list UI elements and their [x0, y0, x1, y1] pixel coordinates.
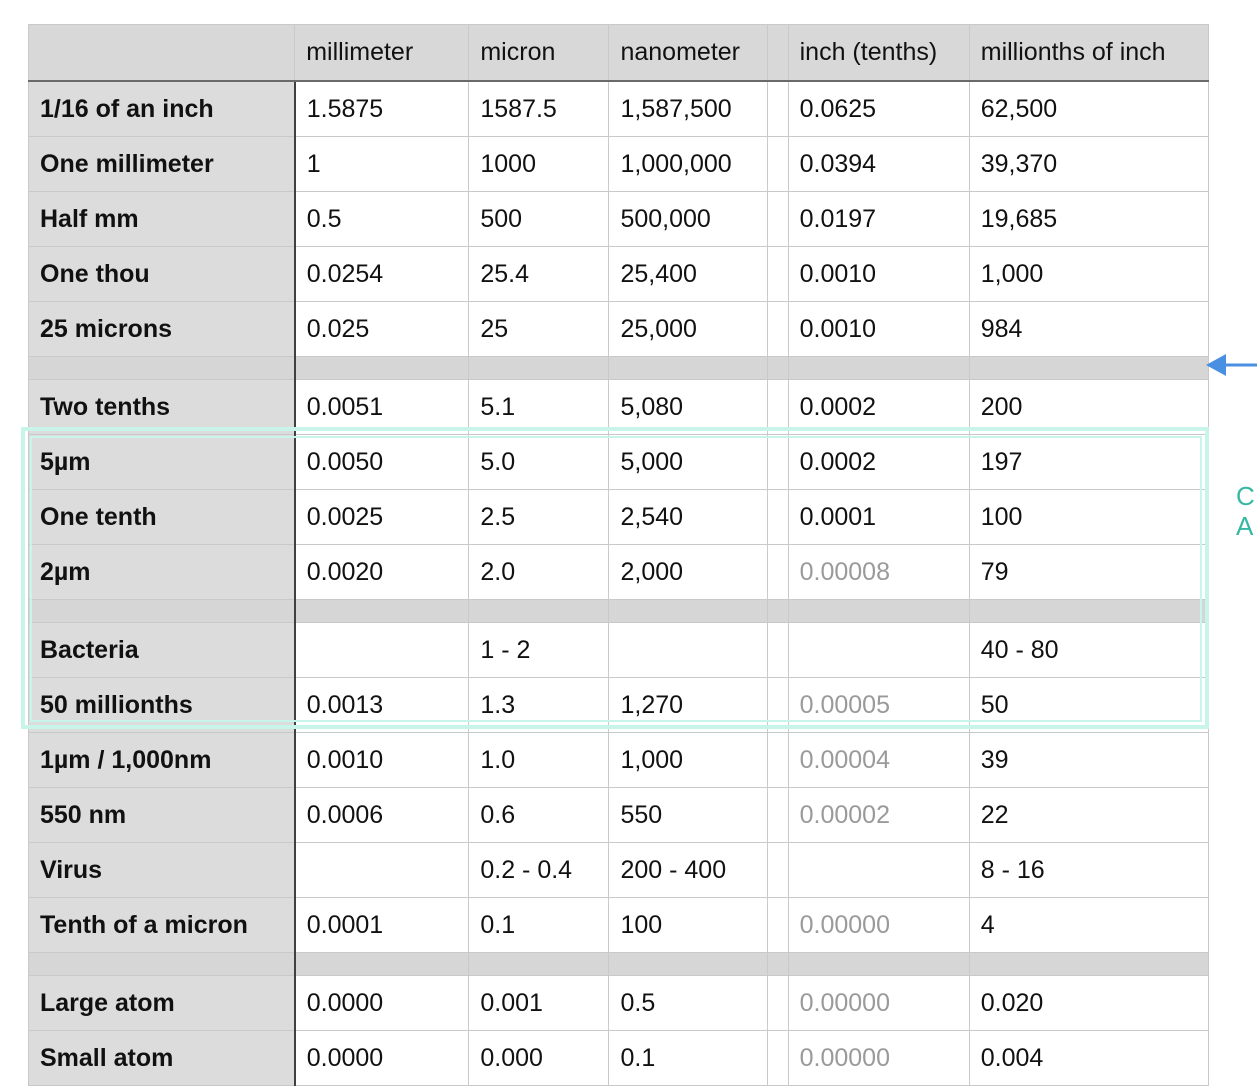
table-cell: 0.6 — [469, 788, 609, 843]
table-cell: 0.00000 — [788, 976, 969, 1031]
table-cell: 1,587,500 — [609, 81, 767, 137]
row-label: Bacteria — [29, 623, 295, 678]
side-note-line-2: A — [1236, 511, 1254, 541]
table-cell: 0.025 — [295, 302, 469, 357]
table-cell: 50 — [969, 678, 1208, 733]
table-cell: 0.0000 — [295, 976, 469, 1031]
table-cell: 200 — [969, 380, 1208, 435]
table-cell: 0.0394 — [788, 137, 969, 192]
table-cell: 0.0002 — [788, 380, 969, 435]
table-cell: 1 — [295, 137, 469, 192]
table-cell: 0.0002 — [788, 435, 969, 490]
row-label: Two tenths — [29, 380, 295, 435]
table-cell: 0.0010 — [788, 302, 969, 357]
row-label: 550 nm — [29, 788, 295, 843]
table-cell: 1000 — [469, 137, 609, 192]
table-cell: 0.0050 — [295, 435, 469, 490]
table-row — [29, 137, 1209, 192]
table-cell: 8 - 16 — [969, 843, 1208, 898]
table-cell — [295, 843, 469, 898]
separator-cell — [29, 357, 295, 380]
table-cell: 500,000 — [609, 192, 767, 247]
table-cell: 19,685 — [969, 192, 1208, 247]
table-cell: 1.3 — [469, 678, 609, 733]
table-cell: 2,540 — [609, 490, 767, 545]
table-cell: 25,400 — [609, 247, 767, 302]
table-cell: 25 — [469, 302, 609, 357]
row-label: Tenth of a micron — [29, 898, 295, 953]
table-cell: 1,000,000 — [609, 137, 767, 192]
table-cell: 200 - 400 — [609, 843, 767, 898]
table-cell — [767, 976, 788, 1031]
table-cell: 0.00002 — [788, 788, 969, 843]
row-label: 2µm — [29, 545, 295, 600]
row-label: Small atom — [29, 1031, 295, 1086]
separator-cell — [969, 600, 1208, 623]
table-cell: 984 — [969, 302, 1208, 357]
separator-row — [29, 600, 1209, 623]
table-cell — [767, 678, 788, 733]
separator-cell — [767, 357, 788, 380]
table-cell: 1,000 — [969, 247, 1208, 302]
table-cell: 1.0 — [469, 733, 609, 788]
table-cell: 1 - 2 — [469, 623, 609, 678]
separator-cell — [788, 357, 969, 380]
table-cell: 2.5 — [469, 490, 609, 545]
separator-cell — [469, 600, 609, 623]
table-cell: 0.0025 — [295, 490, 469, 545]
table-row — [29, 302, 1209, 357]
table-cell — [767, 898, 788, 953]
separator-cell — [469, 357, 609, 380]
table-cell: 4 — [969, 898, 1208, 953]
table-row — [29, 490, 1209, 545]
table-row — [29, 976, 1209, 1031]
table-cell — [767, 623, 788, 678]
row-label: Half mm — [29, 192, 295, 247]
table-cell: 5,000 — [609, 435, 767, 490]
separator-cell — [29, 600, 295, 623]
header-millionths-of-inch: millionths of inch — [969, 25, 1208, 82]
table-cell: 0.1 — [609, 1031, 767, 1086]
separator-cell — [767, 600, 788, 623]
table-cell: 100 — [969, 490, 1208, 545]
table-cell: 5.1 — [469, 380, 609, 435]
table-row — [29, 247, 1209, 302]
row-label: 50 millionths — [29, 678, 295, 733]
table-cell — [609, 623, 767, 678]
table-row — [29, 1031, 1209, 1086]
table-cell: 0.0197 — [788, 192, 969, 247]
table-row — [29, 623, 1209, 678]
table-cell: 500 — [469, 192, 609, 247]
table-cell: 0.000 — [469, 1031, 609, 1086]
table-row — [29, 545, 1209, 600]
table-cell: 39 — [969, 733, 1208, 788]
separator-cell — [788, 600, 969, 623]
table-cell: 2,000 — [609, 545, 767, 600]
table-cell: 100 — [609, 898, 767, 953]
table-cell: 0.2 - 0.4 — [469, 843, 609, 898]
table-cell — [767, 137, 788, 192]
table-cell: 550 — [609, 788, 767, 843]
separator-cell — [788, 953, 969, 976]
separator-cell — [295, 357, 469, 380]
separator-cell — [609, 953, 767, 976]
table-cell: 0.0001 — [788, 490, 969, 545]
table-row — [29, 435, 1209, 490]
header-row — [29, 25, 1209, 82]
table-cell: 25.4 — [469, 247, 609, 302]
table-cell: 1,000 — [609, 733, 767, 788]
table-cell: 22 — [969, 788, 1208, 843]
separator-cell — [469, 953, 609, 976]
table-cell: 39,370 — [969, 137, 1208, 192]
table-cell: 0.0625 — [788, 81, 969, 137]
side-note — [1236, 481, 1257, 541]
separator-cell — [609, 357, 767, 380]
table-row — [29, 733, 1209, 788]
left-arrow-icon — [1206, 351, 1257, 379]
table-cell: 5,080 — [609, 380, 767, 435]
table-cell: 0.0010 — [295, 733, 469, 788]
table-cell — [767, 380, 788, 435]
header-micron: micron — [469, 25, 609, 82]
row-label: Large atom — [29, 976, 295, 1031]
table-cell — [767, 302, 788, 357]
table-cell: 0.0000 — [295, 1031, 469, 1086]
table-cell — [295, 623, 469, 678]
table-cell: 0.0051 — [295, 380, 469, 435]
separator-cell — [969, 357, 1208, 380]
row-label: 25 microns — [29, 302, 295, 357]
table-cell: 0.0001 — [295, 898, 469, 953]
table-cell — [767, 843, 788, 898]
separator-cell — [29, 953, 295, 976]
table-cell — [767, 247, 788, 302]
table-cell — [767, 192, 788, 247]
table-cell — [767, 435, 788, 490]
row-label: One millimeter — [29, 137, 295, 192]
table-cell: 0.00000 — [788, 1031, 969, 1086]
table-cell: 0.004 — [969, 1031, 1208, 1086]
table-cell: 0.001 — [469, 976, 609, 1031]
row-label: One thou — [29, 247, 295, 302]
header-nanometer: nanometer — [609, 25, 767, 82]
table-row — [29, 788, 1209, 843]
header-spacer — [767, 25, 788, 82]
row-label: 5µm — [29, 435, 295, 490]
table-row — [29, 843, 1209, 898]
row-label: Virus — [29, 843, 295, 898]
separator-row — [29, 357, 1209, 380]
table-row — [29, 898, 1209, 953]
table-cell — [767, 545, 788, 600]
table-row — [29, 81, 1209, 137]
table-cell: 0.0020 — [295, 545, 469, 600]
table-cell — [788, 843, 969, 898]
header-inch-tenths: inch (tenths) — [788, 25, 969, 82]
table-cell: 25,000 — [609, 302, 767, 357]
table-cell — [767, 733, 788, 788]
table-row — [29, 678, 1209, 733]
table-body — [29, 81, 1209, 1086]
table-cell: 1,270 — [609, 678, 767, 733]
table-cell: 197 — [969, 435, 1208, 490]
header-corner — [29, 25, 295, 82]
table-cell: 0.5 — [295, 192, 469, 247]
separator-cell — [295, 600, 469, 623]
table-cell: 0.020 — [969, 976, 1208, 1031]
row-label: 1/16 of an inch — [29, 81, 295, 137]
table-cell: 0.00004 — [788, 733, 969, 788]
table-cell — [767, 490, 788, 545]
table-cell — [767, 81, 788, 137]
table-cell: 0.00005 — [788, 678, 969, 733]
table-cell: 0.1 — [469, 898, 609, 953]
table-row — [29, 380, 1209, 435]
table-cell: 0.0010 — [788, 247, 969, 302]
separator-row — [29, 953, 1209, 976]
table-cell — [767, 788, 788, 843]
row-label: 1µm / 1,000nm — [29, 733, 295, 788]
table-cell: 40 - 80 — [969, 623, 1208, 678]
separator-cell — [767, 953, 788, 976]
table-cell: 79 — [969, 545, 1208, 600]
table-cell: 5.0 — [469, 435, 609, 490]
table-cell: 62,500 — [969, 81, 1208, 137]
table-cell: 0.0254 — [295, 247, 469, 302]
table-cell: 0.00008 — [788, 545, 969, 600]
table-cell: 0.00000 — [788, 898, 969, 953]
table-cell — [788, 623, 969, 678]
side-note-line-1: C — [1236, 481, 1255, 511]
table-cell: 1587.5 — [469, 81, 609, 137]
table-cell — [767, 1031, 788, 1086]
table-cell: 1.5875 — [295, 81, 469, 137]
separator-cell — [295, 953, 469, 976]
table-row — [29, 192, 1209, 247]
separator-cell — [609, 600, 767, 623]
table-cell: 0.0006 — [295, 788, 469, 843]
table-cell: 2.0 — [469, 545, 609, 600]
separator-cell — [969, 953, 1208, 976]
conversion-table — [28, 24, 1209, 1086]
table-cell: 0.0013 — [295, 678, 469, 733]
header-millimeter: millimeter — [295, 25, 469, 82]
row-label: One tenth — [29, 490, 295, 545]
table-cell: 0.5 — [609, 976, 767, 1031]
